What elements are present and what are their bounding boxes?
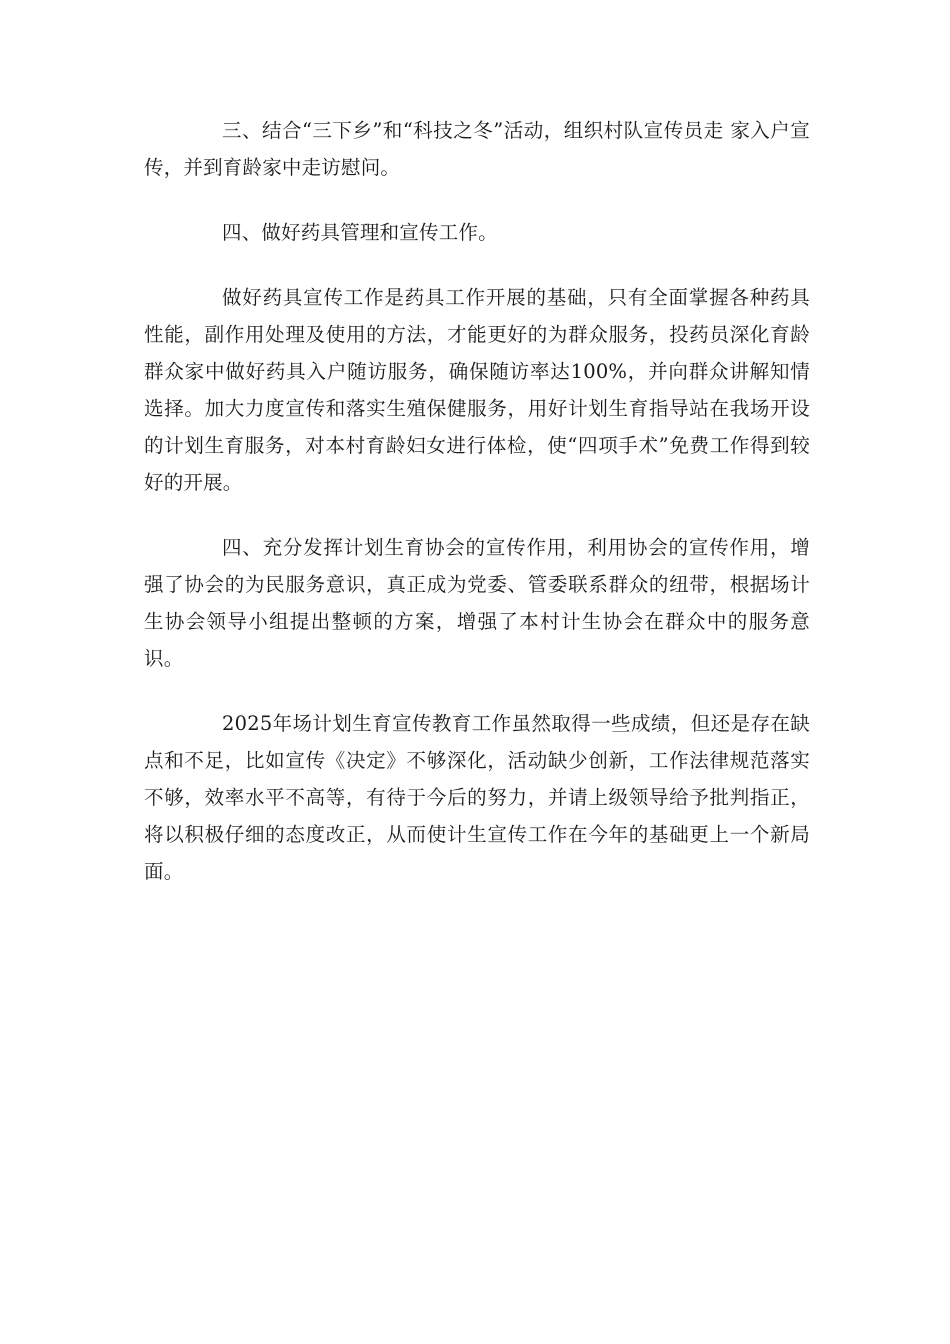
paragraph-sanxiaxiang: 三、结合“三下乡”和“科技之冬”活动，组织村队宣传员走 家入户宣传，并到育龄家中走访慰问。 [144,119,810,179]
paragraph-xiehui: 四、充分发挥计划生育协会的宣传作用，利用协会的宣传作用，增强了协会的为民服务意识，真正成为党委、管委联系群众的纽带，根据场计生协会领导小组提出整顿的方案，增强了本村计生协会在群众中的服务意识。 [144,536,810,670]
document-page [144,112,810,918]
paragraph-yaoju-heading: 四、做好药具管理和宣传工作。 [222,221,498,244]
paragraph-summary: 2025年场计划生育宣传教育工作虽然取得一些成绩，但还是存在缺点和不足，比如宣传《决定》不够深化，活动缺少创新，工作法律规范落实不够，效率水平不高等，有待于今后的努力，并请上级领导给予批判指正，将以积极仔细的态度改正，从而使计生宣传工作在今年的基础更上一个新局面。 [144,712,810,883]
paragraph-yaoju-body: 做好药具宣传工作是药具工作开展的基础，只有全面掌握各种药具性能，副作用处理及使用的方法，才能更好的为群众服务，投药员深化育龄群众家中做好药具入户随访服务，确保随访率达100%，并向群众讲解知情选择。加大力度宣传和落实生殖保健服务，用好计划生育指导站在我场开设的计划生育服务，对本村育龄妇女进行体检，使“四项手术”免费工作得到较好的开展。 [144,286,810,494]
